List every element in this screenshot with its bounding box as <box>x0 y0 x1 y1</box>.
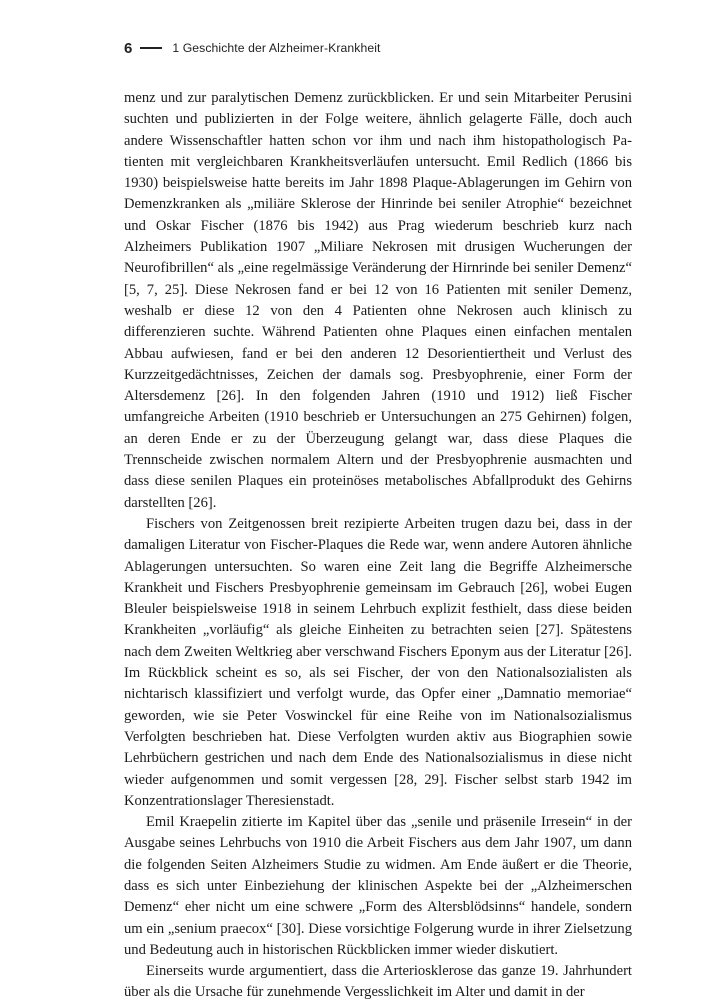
page-number: 6 <box>124 39 133 57</box>
paragraph-continuation: menz und zur paralytischen Demenz zurückblicken. Er und sein Mitarbeiter Perusini suchten und publizierten in der Folge weitere, ähnlich gelagerte Fälle, doch auch andere Wissenschaftler hatten schon vor ihm und nach ihm histopathologisch Patienten mit vergleichbaren Krankheitsverläufen untersucht. Emil Redlich (1866 bis 1930) beispielsweise hatte bereits im Jahr 1898 Plaque-Ablagerungen im Gehirn von Demenzkranken als „miliäre Sklerose der Hinrinde bei seniler Atrophie“ bezeichnet und Oskar Fischer (1876 bis 1942) aus Prag wiederum beschrieb kurz nach Alzheimers Publikation 1907 „Miliare Nekrosen mit drusigen Wucherungen der Neurofibrillen“ als „eine regelmässige Veränderung der Hirnrinde bei seniler Demenz“ [5, 7, 25]. Diese Nekrosen fand er bei 12 von 16 Patienten mit seniler Demenz, weshalb er diese 12 von den 4 Patienten ohne Nekrosen auch klinisch zu differenzieren suchte. Während Patienten ohne Plaques einen einfachen mentalen Abbau aufwiesen, fand er bei den anderen 12 Desorientiertheit und Verlust des Kurzzeitgedächtnisses, Zeichen der damals sog. Presbyophrenie, einer Form der Altersdemenz [26]. In den folgenden Jahren (1910 und 1912) ließ Fischer umfangreiche Arbeiten (1910 beschrieb er Untersuchungen an 275 Gehirnen) folgen, an deren Ende er zu der Überzeugung gelangt war, dass diese Plaques die Trennscheide zwischen normalem Altern und der Presbyophrenie ausmachten und dass diese senilen Plaques ein proteinöses metabolisches Abfallprodukt des Gehirns darstellten [26]. <box>124 90 632 511</box>
paragraph-kraepelin: Emil Kraepelin zitierte im Kapitel über das „senile und präsenile Irresein“ in der Ausgabe seines Lehrbuchs von 1910 die Arbeit Fischers aus dem Jahr 1907, um dann die folgenden Seiten Alzheimers Studie zu widmen. Am Ende äußert er die Theorie, dass es sich unter Einbeziehung der klinischen Aspekte bei der „Alzheimerschen Demenz“ eher nicht um eine schwere „Form des Altersblödsinns“ handele, sondern um ein „senium praecox“ [30]. Diese vorsichtige Folgerung wurde in ihrer Zielsetzung und Bedeutung auch in historischen Rückblicken immer wieder diskutiert. <box>124 814 632 958</box>
header-rule <box>140 47 162 49</box>
body-text <box>124 88 632 1004</box>
paragraph-fischer-reception: Fischers von Zeitgenossen breit rezipierte Arbeiten trugen dazu bei, dass in der damaligen Literatur von Fischer-Plaques die Rede war, wenn andere Autoren ähnliche Ablagerungen untersuchten. So waren eine Zeit lang die Begriffe Alzheimersche Krankheit und Fischers Presbyophrenie gemeinsam im Gebrauch [26], wobei Eugen Bleuler beispielsweise 1918 in seinem Lehrbuch explizit festhielt, dass diese beiden Krankheiten „vorläufig“ als gleiche Einheiten zu betrachten seien [27]. Spätestens nach dem Zweiten Weltkrieg aber verschwand Fischers Eponym aus der Literatur [26]. Im Rückblick scheint es so, als sei Fischer, der von den Nationalsozialisten als nichtarisch klassifiziert und verfolgt wurde, das Opfer einer „Damnatio memoriae“ geworden, wie sie Peter Voswinckel für eine Reihe von im Nationalsozialismus Verfolgten beschrieben hat. Diese Verfolgten wurden aktiv aus Biographien sowie Lehrbüchern gestrichen und nach dem Ende des Nationalsozialismus in diese nicht wieder aufgenommen und somit vergessen [28, 29]. Fischer selbst starb 1942 im Konzentrationslager Theresienstadt. <box>124 515 632 809</box>
chapter-title: 1 Geschichte der Alzheimer-Krankheit <box>172 41 381 55</box>
running-head <box>124 38 381 58</box>
paragraph-arteriosclerosis: Einerseits wurde argumentiert, dass die Arteriosklerose das ganze 19. Jahrhundert über als die Ursache für zunehmende Vergesslichkeit im Alter und damit in der <box>124 963 632 1001</box>
